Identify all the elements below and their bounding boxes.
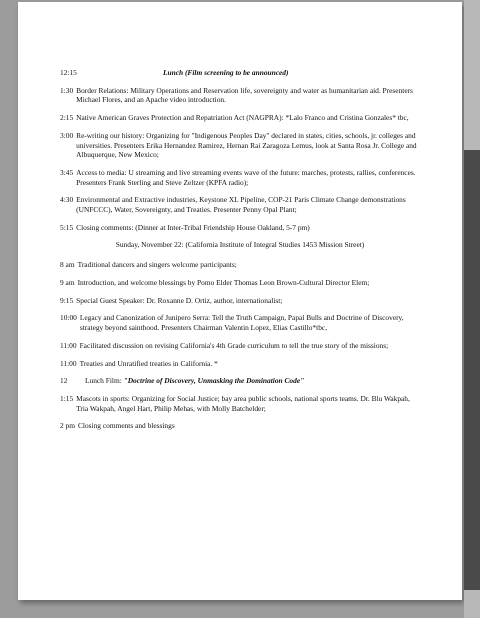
entry-text: Lunch (Film screening to be announced) [163,68,289,77]
schedule-entry [60,341,420,351]
schedule-entry [60,168,420,187]
scrollbar-thumb[interactable] [464,150,480,590]
schedule-entry [60,223,420,233]
schedule-entry [60,278,420,288]
entry-time: 2:15 [60,113,74,123]
entry-time: 11:00 [60,358,77,368]
entry-text: Closing comments: (Dinner at Inter-Tribal Friendship House Oakland, 5-7 pm) [76,222,310,232]
document-page [18,2,462,600]
entry-time: 8 am [60,260,75,270]
entry-text: Native American Graves Protection and Repatriation Act (NAGPRA): *Lalo Franco and Cristina Gonzales* tbc, [76,113,409,123]
schedule-content [60,68,420,439]
entry-text: Facilitated discussion on revising California's 4th Grade curriculum to tell the true story of the missions; [79,340,389,350]
lunch-film-title: "Doctrine of Discovery, Unmasking the Domination Code" [123,376,305,386]
entry-text: Introduction, and welcome blessings by Pomo Elder Thomas Leon Brown-Cultural Director Elem; [77,277,370,287]
schedule-entry [60,359,420,369]
entry-text: Legacy and Canonization of Junipero Serra: Tell the Truth Campaign, Papal Bulls and Doctrine of Discovery, strategy beyond sainthood. Presenters Chairman Valentin Lopez, Elias Castillo*tbc, [79,313,404,332]
schedule-entry-lunch [60,68,420,78]
schedule-entry [60,131,420,160]
entry-text: Mascots in sports: Organizing for Social Justice; bay area public schools, national sports teams. Dr. Blu Wakpah, Tria Wakpah, Angel Hart, Philip Mehas, with Molly Batchelder; [76,394,410,413]
entry-text: Border Relations: Military Operations and Reservation life, sovereignty and water as humanitarian aid. Presenters Michael Flores, and an Apache video introduction. [76,85,413,105]
schedule-list-saturday [60,86,420,232]
entry-time: 11:00 [60,340,77,350]
entry-time: 9 am [60,277,75,287]
schedule-entry-lunch-film [60,376,420,386]
entry-text: Traditional dancers and singers welcome participants; [77,260,237,270]
entry-time: 12 [60,376,68,386]
lunch-film-prefix: Lunch Film: [85,376,122,386]
entry-time: 3:00 [60,130,74,140]
schedule-entry [60,260,420,270]
schedule-list-sunday [60,260,420,368]
entry-time: 1:30 [60,85,74,95]
day-heading: Sunday, November 22: (California Institute of Integral Studies 1453 Mission Street) [115,240,365,250]
schedule-entry [60,86,420,105]
entry-time: 4:30 [60,195,74,205]
entry-time: 9:15 [60,295,74,305]
entry-text: Environmental and Extractive industries, Keystone XL Pipeline, COP-21 Paris Climate Change demonstrations (UNFCCC), Water, Sovereignty, and Treaties. Presenter Penny Opal Plant; [76,195,406,214]
schedule-entry [60,113,420,123]
schedule-entry [60,421,420,431]
schedule-entry [60,313,420,332]
entry-text: Re-writing our history: Organizing for "Indigenous Peoples Day" declared in states, cities, schools, jr. colleges and universities. Presenters Erika Hernandez Ramirez, Hernan Rai Zaragoza Lemus, look at Santa Rosa Jr. College and Albuquerque, New Mexico; [76,130,417,160]
entry-time: 1:15 [60,394,74,404]
entry-time: 3:45 [60,167,74,177]
entry-text: Access to media: U streaming and live streaming events wave of the future: marches, protests, rallies, conferences. Presenters Frank Sterling and Steve Zeltzer (KPFA radio); [76,167,416,187]
entry-text: Treaties and Unratified treaties in California. * [79,358,218,368]
entry-time: 5:15 [60,222,74,232]
entry-time: 2 pm [60,421,75,431]
scrollbar[interactable] [464,0,480,618]
entry-time: 12:15 [60,68,77,77]
entry-text: Special Guest Speaker: Dr. Roxanne D. Ortiz, author, internationalist; [76,295,283,305]
schedule-entry [60,195,420,214]
schedule-entry [60,296,420,306]
schedule-list-afternoon [60,394,420,431]
entry-time: 10:00 [60,313,77,323]
entry-text: Closing comments and blessings [78,421,175,431]
entry-text [85,376,420,386]
schedule-entry [60,394,420,413]
